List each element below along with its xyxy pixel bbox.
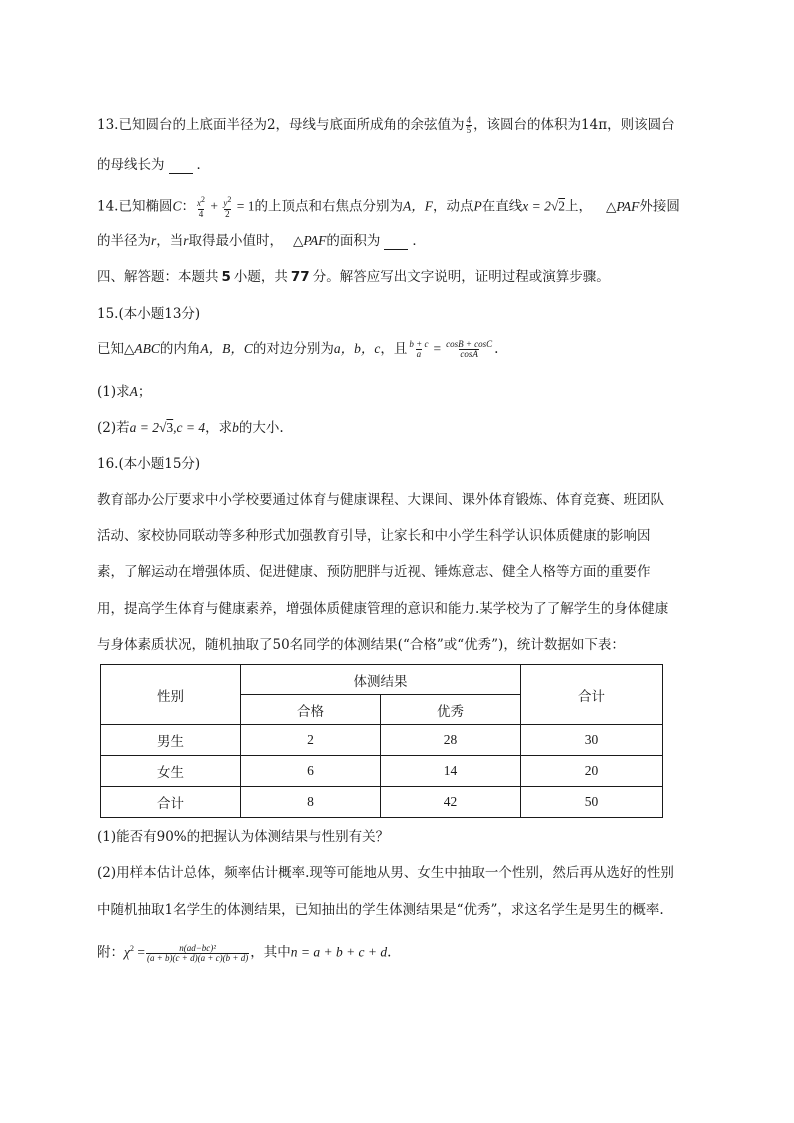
appendix-end: . [387, 944, 392, 961]
header-total: 合计 [521, 665, 663, 725]
x-fraction [196, 195, 206, 219]
chi-exp: 2 [129, 944, 134, 953]
eq-sign: = [433, 341, 442, 356]
header-gender: 性别 [101, 665, 241, 725]
q16-part2-line2: 中随机抽取1名学生的体测结果，已知抽出的学生体测结果是“优秀”，求这名学生是男生的概率. [97, 902, 664, 918]
var-a-angle: A [129, 384, 138, 399]
q15-part1 [97, 383, 151, 401]
table-row [101, 787, 663, 818]
header-excellent: 优秀 [381, 695, 521, 725]
cell-total: 50 [521, 787, 663, 818]
var-r-2: r [183, 233, 189, 248]
ellipse-name: C [172, 198, 182, 214]
q13-line2 [97, 156, 210, 174]
q14-l2d: 的面积为 [326, 233, 381, 249]
triangle-abc: △ABC [124, 341, 160, 356]
answer-blank-2 [384, 235, 408, 250]
points-af: A，F [403, 198, 433, 214]
angles-abc: A，B，C [200, 341, 253, 356]
q14-tail: 外接圆 [639, 198, 680, 215]
appendix-label: 附： [97, 944, 124, 961]
cell-total: 20 [521, 756, 663, 787]
q14-mid: 的上顶点和右焦点分别为 [254, 198, 403, 215]
q16-part1: (1)能否有90%的把握认为体测结果与性别有关？ [97, 829, 390, 845]
q14-line1 [97, 195, 680, 219]
q15-part2 [97, 419, 284, 437]
var-r: r [151, 233, 157, 248]
triangle-paf-2: △PAF [293, 233, 327, 248]
q13-line1 [97, 116, 675, 135]
q15-header: 15.(本小题13分) [97, 306, 201, 322]
chi-den: (a + b)(c + d)(a + c)(b + d) [146, 952, 249, 963]
colon: ： [181, 198, 195, 215]
q13-text-3: 的母线长为 [97, 157, 165, 173]
q16-para-line: 教育部办公厅要求中小学校要通过体育与健康课程、大课间、课外体育锻炼、体育竞赛、班团队 [97, 492, 664, 508]
triangle-paf: △PAF [606, 198, 640, 214]
q14-mid3: 在直线 [481, 198, 523, 215]
lhs-num: b + c [409, 339, 429, 349]
q13-end: ． [196, 157, 210, 173]
cond-a: a = 2 [129, 420, 159, 435]
chi-num: n(ad−bc)² [179, 942, 216, 953]
cell-excellent: 42 [381, 787, 521, 818]
y-num [222, 195, 232, 209]
q14-end: ． [412, 233, 426, 249]
header-result: 体测结果 [241, 665, 521, 695]
y-exp: 2 [227, 195, 232, 204]
answer-blank [169, 159, 193, 174]
q13-fraction [466, 116, 473, 135]
cell-pass: 8 [241, 787, 381, 818]
q15-p1b: ； [137, 384, 152, 400]
table-row [101, 725, 663, 756]
q14-l2b: ，当 [156, 233, 184, 249]
frac-den: 5 [466, 125, 472, 135]
line-eq: x = 2 [522, 198, 551, 214]
cell-excellent: 28 [381, 725, 521, 756]
x-exp: 2 [201, 195, 205, 204]
s4-b: 小题，共 [233, 269, 288, 285]
n-definition: n = a + b + c + d [290, 944, 388, 960]
lhs-den: a [416, 349, 422, 359]
q13-text-2: ，该圆台的体积为14π，则该圆台 [473, 117, 675, 133]
var-b: b [232, 420, 239, 435]
cell-pass: 2 [241, 725, 381, 756]
x-den: 4 [198, 209, 204, 219]
results-table [100, 664, 663, 818]
q14-mid2: ，动点 [433, 198, 474, 215]
s4-c: 分。解答应写出文字说明，证明过程或演算步骤。 [312, 269, 610, 285]
s4-score: 77 [290, 269, 310, 285]
table-row [101, 756, 663, 787]
row-label: 合计 [101, 787, 241, 818]
appendix-where: ，其中 [250, 944, 291, 961]
q13-text: 13.已知圆台的上底面半径为2，母线与底面所成角的余弦值为 [97, 117, 465, 133]
sqrt-sign: √ [550, 198, 559, 214]
plus: + [207, 198, 222, 214]
q14-l2c: 取得最小值时， [188, 233, 284, 249]
section4-heading [97, 268, 610, 286]
x-num [196, 195, 206, 209]
sqrt-sign-2: √ [159, 420, 167, 435]
point-p: P [473, 198, 482, 214]
q15-p2c: 的大小. [238, 420, 284, 436]
q16-part2-line1: (2)用样本估计总体，频率估计概率.现等可能地从男、女生中抽取一个性别，然后再从选好的性别 [97, 865, 674, 881]
sqrt-value: 2 [558, 198, 566, 214]
rhs-den: cosA [460, 349, 478, 359]
q15-p2a: (2)若 [97, 420, 130, 436]
y-var: y [223, 198, 228, 208]
rhs-fraction [445, 340, 493, 359]
q16-header: 16.(本小题15分) [97, 456, 201, 472]
cell-total: 30 [521, 725, 663, 756]
equals-one: = 1 [233, 198, 255, 214]
q16-para-line: 素，了解运动在增强体质、促进健康、预防肥胖与近视、锤炼意志、健全人格等方面的重要作 [97, 564, 651, 580]
sides-abc: a，b，c [333, 341, 381, 356]
q15-a: 已知 [97, 341, 124, 357]
cell-pass: 6 [241, 756, 381, 787]
sqrt-value-2: 3 [166, 420, 174, 435]
q15-b: 的内角 [159, 341, 201, 357]
q14-mid4: 上， [565, 198, 593, 215]
header-pass: 合格 [241, 695, 381, 725]
q14-line2 [97, 232, 426, 250]
x-var: x [197, 198, 201, 208]
y-den: 2 [225, 209, 230, 219]
row-label: 女生 [101, 756, 241, 787]
q15-d: ，且 [380, 341, 408, 357]
y-fraction [222, 195, 232, 219]
chi-fraction [146, 944, 249, 963]
rhs-num: cosB + cosC [446, 339, 493, 349]
s4-a: 四、解答题：本题共 [97, 269, 219, 285]
q16-para-line: 活动、家校协同联动等多种形式加强教育引导，让家长和中小学生科学认识体质健康的影响因 [97, 528, 651, 544]
q16-appendix [97, 940, 391, 963]
lhs-fraction [408, 340, 429, 359]
q15-dot: . [494, 341, 499, 357]
s4-count: 5 [221, 269, 231, 285]
q15-p1a: (1)求 [97, 384, 130, 400]
q14-text: 14.已知椭圆 [97, 198, 173, 215]
q16-para-line: 用，提高学生体育与健康素养，增强体质健康管理的意识和能力.某学校为了了解学生的身体健康 [97, 601, 669, 617]
q14-l2a: 的半径为 [97, 233, 151, 249]
q15-stem [97, 340, 498, 359]
chi-symbol: χ [124, 944, 130, 960]
q15-c: 的对边分别为 [252, 341, 334, 357]
cond-c: ,c = 4 [173, 420, 206, 435]
frac-num: 4 [466, 115, 472, 125]
q16-para-line: 与身体素质状况，随机抽取了50名同学的体测结果(“合格”或“优秀”)，统计数据如下表： [97, 637, 625, 653]
chi-equals: = [133, 944, 145, 960]
cell-excellent: 14 [381, 756, 521, 787]
row-label: 男生 [101, 725, 241, 756]
q15-p2b: ，求 [205, 420, 233, 436]
